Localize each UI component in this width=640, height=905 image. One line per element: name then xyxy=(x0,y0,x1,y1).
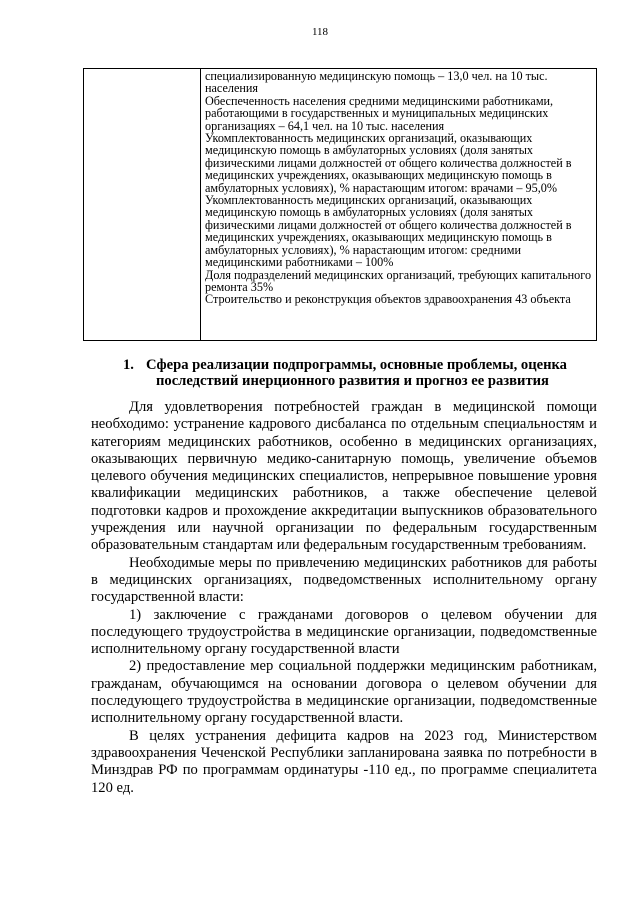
section-heading xyxy=(123,357,603,389)
indicators-table xyxy=(83,68,597,341)
table-line: Укомплектованность медицинских организаций, оказывающих медицинскую помощь в амбулаторных условиях (доля занятых физическими лицами должностей от общего количества должностей в медицинских учреждениях, оказывающих медицинскую помощь в амбулаторных условиях), % нарастающим итогом: средними медицинскими работниками – 100% xyxy=(205,193,572,270)
table-line: специализированную медицинскую помощь – 13,0 чел. на 10 тыс. населения xyxy=(205,69,548,96)
paragraph: Для удовлетворения потребностей граждан в медицинской помощи необходимо: устранение кадрового дисбаланса по отдельным специальностям и категориям медицинских работников, особенно в медицинских организациях, оказывающих первичную медико-санитарную помощь, увеличение объемов целевого обучения медицинских специалистов, непрерывное повышение уровня квалификации медицинских работников, а также обеспечение целевой подготовки кадров и прохождение аккредитации выпускников образовательного учреждения или научной организации по федеральным государственным образовательным стандартам или федеральным государственным требованиям. xyxy=(91,399,597,554)
table-column-divider xyxy=(200,69,201,340)
table-line: Строительство и реконструкция объектов здравоохранения 43 объекта xyxy=(205,292,571,307)
section-title-line1: Сфера реализации подпрограммы, основные проблемы, оценка xyxy=(146,357,567,373)
page-number: 118 xyxy=(311,26,329,38)
table-line: Укомплектованность медицинских организаций, оказывающих медицинскую помощь в амбулаторных условиях (доля занятых физическими лицами должностей от общего количества должностей в медицинских учреждениях, оказывающих медицинскую помощь в амбулаторных условиях), % нарастающим итогом: врачами – 95,0% xyxy=(205,131,572,195)
paragraph: В целях устранения дефицита кадров на 2023 год, Министерством здравоохранения Чеченской Республики запланирована заявка по потребности в Минздрав РФ по программам ординатуры -110 ед., по программе специалитета 120 ед. xyxy=(91,727,597,796)
paragraph: 1) заключение с гражданами договоров о целевом обучении для последующего трудоустройства в медицинские организации, подведомственные исполнительному органу государственной власти xyxy=(91,606,597,658)
paragraph: 2) предоставление мер социальной поддержки медицинским работникам, гражданам, обучающимся на основании договора о целевом обучении для последующего трудоустройства в медицинские организации, подведомственные исполнительному органу государственной власти. xyxy=(91,658,597,727)
section-number: 1. xyxy=(123,357,134,373)
paragraph: Необходимые меры по привлечению медицинских работников для работы в медицинских организациях, подведомственных исполнительному органу государственной власти: xyxy=(91,554,597,606)
table-right-cell xyxy=(205,70,593,306)
section-title-line2: последствий инерционного развития и прогноз ее развития xyxy=(156,373,549,389)
table-line: Доля подразделений медицинских организаций, требующих капитального ремонта 35% xyxy=(205,267,592,294)
table-line: Обеспеченность населения средними медицинскими работниками, работающими в государственных и муниципальных медицинских организациях – 64,1 чел. на 10 тыс. населения xyxy=(205,93,554,133)
body-text xyxy=(91,399,597,797)
